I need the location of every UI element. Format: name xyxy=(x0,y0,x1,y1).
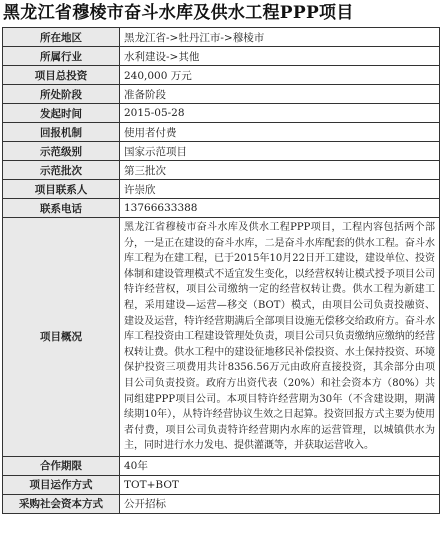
table-row xyxy=(3,66,440,85)
row-label: 项目总投资 xyxy=(3,66,120,85)
table-row xyxy=(3,475,440,494)
row-label: 所在地区 xyxy=(3,28,120,47)
row-value: 公开招标 xyxy=(120,494,440,513)
row-value: 240,000 万元 xyxy=(120,66,440,85)
page-title: 黑龙江省穆棱市奋斗水库及供水工程PPP项目 xyxy=(3,3,354,23)
row-label: 项目概况 xyxy=(3,218,120,457)
table-row xyxy=(3,85,440,104)
row-value: 国家示范项目 xyxy=(120,142,440,161)
row-value: 黑龙江省->牡丹江市->穆棱市 xyxy=(120,28,440,47)
table-row xyxy=(3,142,440,161)
row-label: 所处阶段 xyxy=(3,85,120,104)
row-value: TOT+BOT xyxy=(120,475,440,494)
table-row xyxy=(3,199,440,218)
row-label: 项目联系人 xyxy=(3,180,120,199)
table-row xyxy=(3,494,440,513)
row-value: 第三批次 xyxy=(120,161,440,180)
row-value: 水利建设->其他 xyxy=(120,47,440,66)
table-row xyxy=(3,104,440,123)
table-row xyxy=(3,123,440,142)
table-row xyxy=(3,28,440,47)
project-overview-text: 黑龙江省穆棱市奋斗水库及供水工程PPP项目，工程内容包括两个部分，一是正在建设的奋斗水库，二是奋斗水库配套的供水工程。奋斗水库工程为在建工程，已于2015年10月22日开工建设，建设单位、投资体制和建设管理模式不适宜发生变化，以经营权转让模式授予项目公司特许经营权，项目公司缴纳一定的经营权转让费。供水工程为新建工程，采用建设—运营—移交（BOT）模式，由项目公司负责投融资、建设及运营，特许经营期满后全部项目设施无偿移交给政府方。奋斗水库工程投资由工程建设管理处负责，项目公司只负责缴纳应缴纳的经营权转让费。供水工程中的建设征地移民补偿投资、水土保持投资、环境保护投资三项费用共计8356.56万元由政府直接投资，其余部分由项目公司负责投资。政府方出资代表（20%）和社会资本方（80%）共同组建PPP项目公司。本项目特许经营期为30年（不含建设期，期满续期10年），从特许经营协议生效之日起算。投资回报方式主要为使用者付费，项目公司负责特许经营期内水库的运营管理，以城镇供水为主，同时进行水力发电、提供灌溉等，并获取运营收入。 xyxy=(120,218,440,457)
table-row xyxy=(3,180,440,199)
row-label: 项目运作方式 xyxy=(3,475,120,494)
row-value: 许崇欣 xyxy=(120,180,440,199)
row-value: 2015-05-28 xyxy=(120,104,440,123)
row-label: 联系电话 xyxy=(3,199,120,218)
table-row xyxy=(3,47,440,66)
row-label: 回报机制 xyxy=(3,123,120,142)
row-label: 合作期限 xyxy=(3,456,120,475)
row-label: 示范级别 xyxy=(3,142,120,161)
row-value: 使用者付费 xyxy=(120,123,440,142)
table-row-overview xyxy=(3,218,440,457)
table-row xyxy=(3,161,440,180)
table-row xyxy=(3,456,440,475)
row-label: 采购社会资本方式 xyxy=(3,494,120,513)
row-label: 所属行业 xyxy=(3,47,120,66)
row-value: 准备阶段 xyxy=(120,85,440,104)
row-label: 发起时间 xyxy=(3,104,120,123)
row-value: 13766633388 xyxy=(120,199,440,218)
row-label: 示范批次 xyxy=(3,161,120,180)
project-info-table xyxy=(2,27,440,514)
row-value: 40年 xyxy=(120,456,440,475)
